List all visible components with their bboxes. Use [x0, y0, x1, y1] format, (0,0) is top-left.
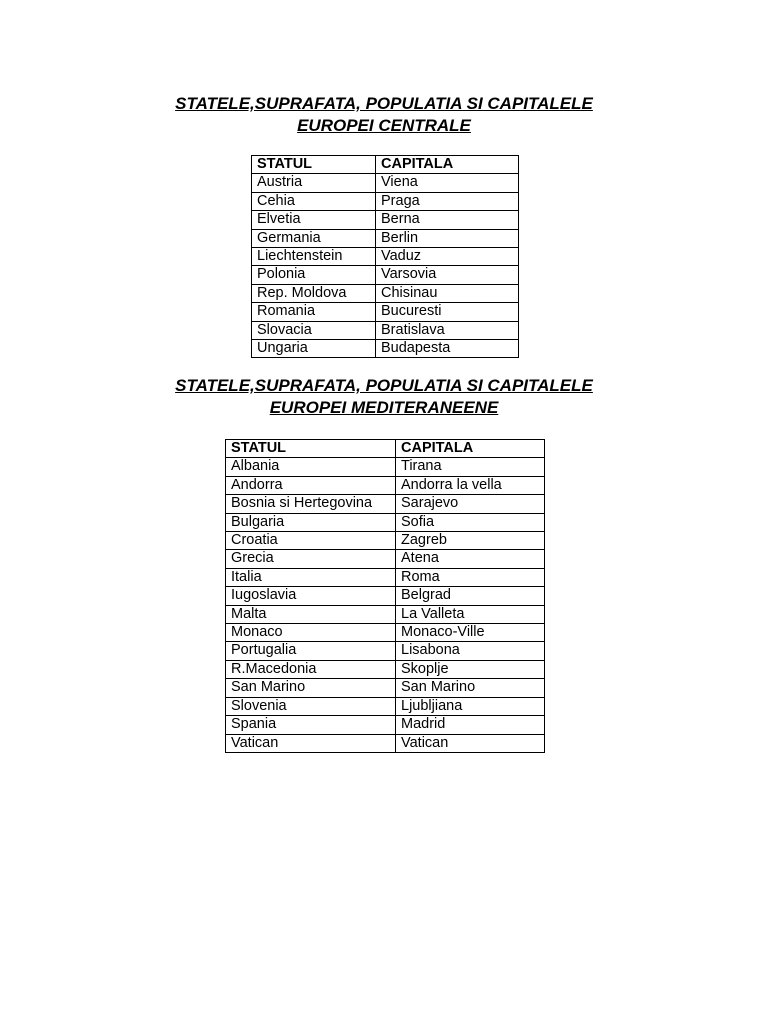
capital-cell: Viena	[376, 174, 519, 192]
central-europe-table	[251, 155, 519, 358]
state-cell: Malta	[226, 605, 396, 623]
table-row	[252, 211, 519, 229]
central-europe-table-body	[252, 174, 519, 358]
state-cell: Rep. Moldova	[252, 284, 376, 302]
state-cell: Germania	[252, 229, 376, 247]
section-title-mediterranean-europe	[0, 375, 768, 419]
table-row	[226, 624, 545, 642]
capital-cell: Roma	[396, 568, 545, 586]
state-cell: Austria	[252, 174, 376, 192]
capital-cell: Vatican	[396, 734, 545, 752]
capital-cell: Monaco-Ville	[396, 624, 545, 642]
capital-cell: La Valleta	[396, 605, 545, 623]
table-row	[226, 660, 545, 678]
table-row	[252, 284, 519, 302]
table-row	[226, 476, 545, 494]
mediterranean-europe-table	[225, 439, 545, 753]
table-row	[252, 174, 519, 192]
capital-cell: Sofia	[396, 513, 545, 531]
table-header-row	[226, 440, 545, 458]
capital-cell: Lisabona	[396, 642, 545, 660]
table-row	[252, 266, 519, 284]
title-line-2: EUROPEI MEDITERANEENE	[269, 398, 499, 417]
capital-cell: Belgrad	[396, 587, 545, 605]
state-cell: Italia	[226, 568, 396, 586]
capital-cell: Berna	[376, 211, 519, 229]
table-row	[226, 587, 545, 605]
capital-cell: Varsovia	[376, 266, 519, 284]
header-statul: STATUL	[252, 156, 376, 174]
table-row	[226, 513, 545, 531]
capital-cell: Chisinau	[376, 284, 519, 302]
title-line-2: EUROPEI CENTRALE	[297, 116, 471, 135]
table-row	[252, 340, 519, 358]
capital-cell: Ljubljiana	[396, 697, 545, 715]
state-cell: Croatia	[226, 532, 396, 550]
state-cell: Monaco	[226, 624, 396, 642]
state-cell: Polonia	[252, 266, 376, 284]
state-cell: Ungaria	[252, 340, 376, 358]
header-capitala: CAPITALA	[376, 156, 519, 174]
state-cell: Romania	[252, 303, 376, 321]
table-row	[252, 229, 519, 247]
table-row	[252, 192, 519, 210]
capital-cell: Skoplje	[396, 660, 545, 678]
state-cell: Bosnia si Hertegovina	[226, 495, 396, 513]
table-row	[226, 642, 545, 660]
mediterranean-europe-table-body	[226, 458, 545, 753]
state-cell: Bulgaria	[226, 513, 396, 531]
header-capitala: CAPITALA	[396, 440, 545, 458]
header-statul: STATUL	[226, 440, 396, 458]
capital-cell: Atena	[396, 550, 545, 568]
table-row	[226, 734, 545, 752]
capital-cell: Andorra la vella	[396, 476, 545, 494]
state-cell: Albania	[226, 458, 396, 476]
state-cell: Cehia	[252, 192, 376, 210]
table-row	[226, 458, 545, 476]
table-row	[226, 716, 545, 734]
table-row	[226, 495, 545, 513]
table-row	[252, 303, 519, 321]
state-cell: Iugoslavia	[226, 587, 396, 605]
table-row	[226, 605, 545, 623]
capital-cell: Vaduz	[376, 248, 519, 266]
table-header-row	[252, 156, 519, 174]
capital-cell: Bratislava	[376, 321, 519, 339]
state-cell: Elvetia	[252, 211, 376, 229]
capital-cell: Tirana	[396, 458, 545, 476]
section-title-central-europe	[0, 93, 768, 137]
capital-cell: Sarajevo	[396, 495, 545, 513]
table-row	[252, 248, 519, 266]
state-cell: Slovenia	[226, 697, 396, 715]
title-line-1: STATELE,SUPRAFATA, POPULATIA SI CAPITALELE	[175, 94, 593, 113]
table-row	[226, 532, 545, 550]
capital-cell: Madrid	[396, 716, 545, 734]
table-row	[252, 321, 519, 339]
state-cell: R.Macedonia	[226, 660, 396, 678]
state-cell: Andorra	[226, 476, 396, 494]
capital-cell: Bucuresti	[376, 303, 519, 321]
table-row	[226, 550, 545, 568]
table-row	[226, 679, 545, 697]
state-cell: Spania	[226, 716, 396, 734]
table-row	[226, 568, 545, 586]
state-cell: Vatican	[226, 734, 396, 752]
state-cell: Portugalia	[226, 642, 396, 660]
title-line-1: STATELE,SUPRAFATA, POPULATIA SI CAPITALELE	[175, 376, 593, 395]
capital-cell: Praga	[376, 192, 519, 210]
capital-cell: San Marino	[396, 679, 545, 697]
state-cell: Grecia	[226, 550, 396, 568]
capital-cell: Budapesta	[376, 340, 519, 358]
capital-cell: Zagreb	[396, 532, 545, 550]
state-cell: San Marino	[226, 679, 396, 697]
state-cell: Liechtenstein	[252, 248, 376, 266]
table-row	[226, 697, 545, 715]
state-cell: Slovacia	[252, 321, 376, 339]
capital-cell: Berlin	[376, 229, 519, 247]
